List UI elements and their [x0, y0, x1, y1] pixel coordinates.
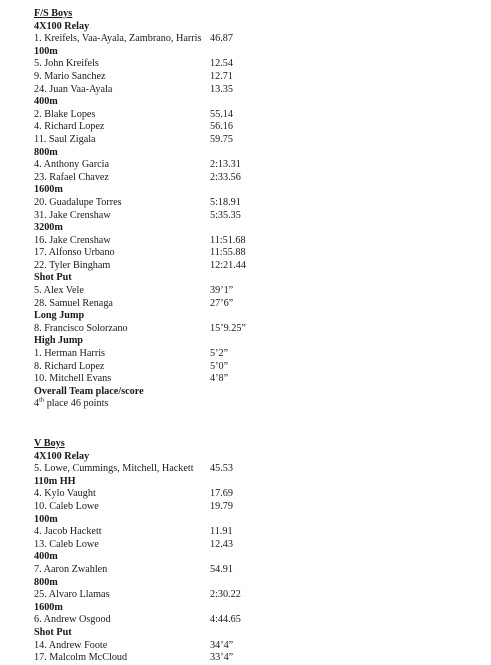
result-mark: 2:33.56 — [210, 171, 241, 183]
athlete-name: 6. Andrew Osgood — [34, 614, 111, 626]
result-mark: 11.91 — [210, 526, 233, 538]
result-mark: 11:51.68 — [210, 234, 246, 246]
result-row — [34, 373, 474, 386]
result-mark: 55.14 — [210, 108, 233, 120]
result-row — [34, 589, 474, 602]
result-mark: 5’2” — [210, 348, 229, 360]
athlete-name: 20. Guadalupe Torres — [34, 196, 122, 208]
athlete-name: 2. Blake Lopes — [34, 108, 96, 120]
result-row — [34, 285, 474, 298]
results-section — [34, 8, 474, 411]
athlete-name: 23. Rafael Chavez — [34, 171, 109, 183]
event-title: 3200m — [34, 222, 63, 234]
event-title: Overall Team place/score — [34, 385, 144, 397]
result-row — [34, 33, 474, 46]
result-mark: 2:30.22 — [210, 589, 241, 601]
section-heading: F/S Boys — [34, 8, 73, 19]
athlete-name: 22. Tyler Bingham — [34, 259, 111, 271]
section-heading: V Boys — [34, 438, 65, 449]
athlete-name: 4. Anthony Garcia — [34, 159, 109, 171]
athlete-name: 10. Mitchell Evans — [34, 373, 112, 385]
result-row — [34, 247, 474, 260]
athlete-name: 9. Mario Sanchez — [34, 70, 106, 82]
result-row — [34, 501, 474, 514]
result-mark: 59.75 — [210, 133, 233, 145]
result-mark: 5:18.91 — [210, 196, 241, 208]
result-row — [34, 260, 474, 273]
result-mark: 46.87 — [210, 33, 233, 45]
result-mark: 12.71 — [210, 70, 233, 82]
event-title: 1600m — [34, 184, 63, 196]
result-row — [34, 539, 474, 552]
athlete-name: 13. Caleb Lowe — [34, 538, 99, 550]
athlete-name: 5. Lowe, Cummings, Mitchell, Hackett — [34, 463, 194, 475]
result-row — [34, 323, 474, 336]
athlete-name: 16. Jake Crenshaw — [34, 234, 111, 246]
result-mark: 54.91 — [210, 563, 233, 575]
team-score-note — [34, 398, 474, 411]
event-title: 4X100 Relay — [34, 450, 90, 462]
result-row — [34, 84, 474, 97]
result-mark: 33’4” — [210, 652, 234, 664]
result-mark: 56.16 — [210, 121, 233, 133]
result-row — [34, 614, 474, 627]
result-row — [34, 172, 474, 185]
event-title: Long Jump — [34, 310, 85, 322]
event-title: 800m — [34, 576, 58, 588]
result-mark: 27’6” — [210, 297, 234, 309]
event-title: 400m — [34, 551, 58, 563]
result-row — [34, 134, 474, 147]
event-title: 110m HH — [34, 475, 76, 487]
result-row — [34, 564, 474, 577]
results-section — [34, 438, 474, 665]
athlete-name: 11. Saul Zigala — [34, 133, 96, 145]
result-row — [34, 298, 474, 311]
result-mark: 34’4” — [210, 639, 234, 651]
result-mark: 45.53 — [210, 463, 233, 475]
result-mark: 2:13.31 — [210, 159, 241, 171]
result-mark: 12.54 — [210, 58, 233, 70]
result-mark: 11:55.88 — [210, 247, 246, 259]
event-title: 400m — [34, 96, 58, 108]
result-row — [34, 640, 474, 653]
athlete-name: 17. Malcolm McCloud — [34, 652, 128, 664]
athlete-name: 14. Andrew Foote — [34, 639, 108, 651]
result-row — [34, 58, 474, 71]
athlete-name: 31. Jake Crenshaw — [34, 209, 111, 221]
event-title: Shot Put — [34, 272, 72, 284]
result-mark: 12:21.44 — [210, 259, 246, 271]
result-mark: 5:35.35 — [210, 209, 241, 221]
result-mark: 12.43 — [210, 538, 233, 550]
team-place: 4 — [34, 398, 40, 410]
athlete-name: 1. Herman Harris — [34, 348, 106, 360]
results-document — [34, 8, 474, 665]
result-row — [34, 235, 474, 248]
athlete-name: 17. Alfonso Urbano — [34, 247, 115, 259]
team-score-text: place 46 points — [44, 398, 109, 410]
athlete-name: 8. Richard Lopez — [34, 360, 105, 372]
event-title: 100m — [34, 45, 58, 57]
result-row — [34, 652, 474, 665]
result-row — [34, 210, 474, 223]
result-mark: 13.35 — [210, 83, 233, 95]
event-title: 4X100 Relay — [34, 20, 90, 32]
event-title: 100m — [34, 513, 58, 525]
athlete-name: 5. John Kreifels — [34, 58, 99, 70]
result-row — [34, 348, 474, 361]
athlete-name: 10. Caleb Lowe — [34, 500, 99, 512]
result-mark: 4:44.65 — [210, 614, 241, 626]
result-mark: 17.69 — [210, 488, 233, 500]
athlete-name: 8. Francisco Solorzano — [34, 322, 128, 334]
team-place-suffix: th — [39, 397, 45, 405]
result-row — [34, 71, 474, 84]
result-row — [34, 526, 474, 539]
event-title: 1600m — [34, 601, 63, 613]
athlete-name: 4. Jacob Hackett — [34, 526, 102, 538]
athlete-name: 24. Juan Vaa-Ayala — [34, 83, 113, 95]
athlete-name: 28. Samuel Renaga — [34, 297, 113, 309]
result-row — [34, 109, 474, 122]
athlete-name: 4. Kylo Vaught — [34, 488, 96, 500]
result-row — [34, 463, 474, 476]
athlete-name: 25. Alvaro Llamas — [34, 589, 110, 601]
event-title: Shot Put — [34, 626, 72, 638]
result-mark: 19.79 — [210, 500, 233, 512]
athlete-name: 7. Aaron Zwahlen — [34, 563, 108, 575]
result-row — [34, 361, 474, 374]
result-row — [34, 159, 474, 172]
athlete-name: 5. Alex Vele — [34, 285, 84, 297]
result-row — [34, 121, 474, 134]
athlete-name: 1. Kreifels, Vaa-Ayala, Zambrano, Harris — [34, 33, 202, 45]
result-mark: 15’9.25” — [210, 322, 246, 334]
result-row — [34, 488, 474, 501]
event-title: 800m — [34, 146, 58, 158]
result-mark: 4’8” — [210, 373, 229, 385]
event-title: High Jump — [34, 335, 83, 347]
result-mark: 39’1” — [210, 285, 234, 297]
result-mark: 5’0” — [210, 360, 229, 372]
result-row — [34, 197, 474, 210]
athlete-name: 4. Richard Lopez — [34, 121, 105, 133]
